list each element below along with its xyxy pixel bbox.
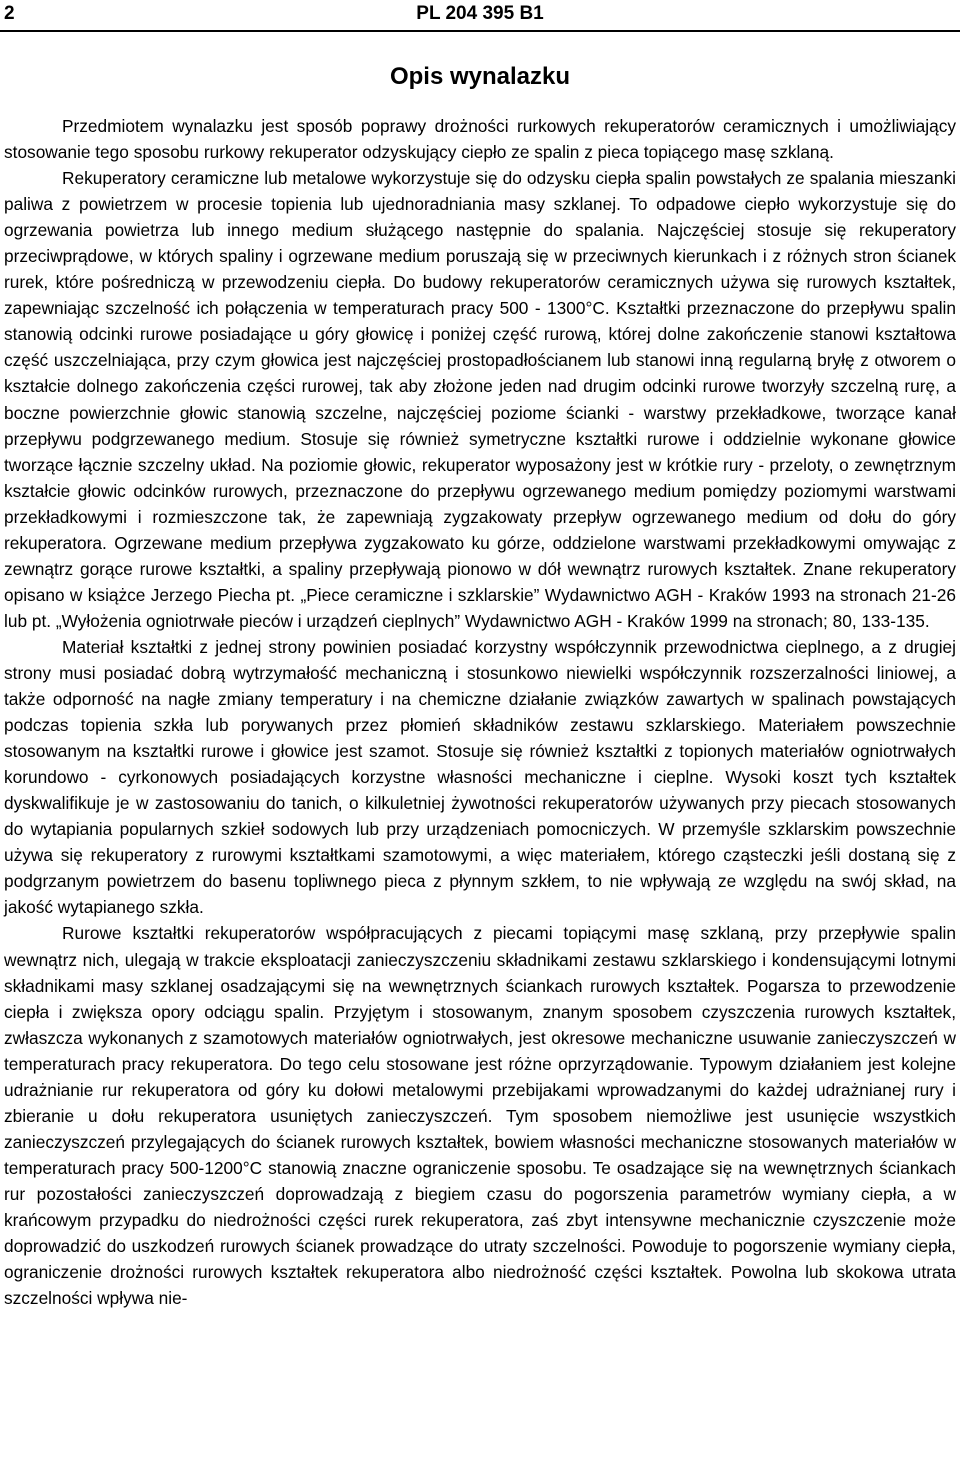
page-number: 2 [4,3,15,24]
paragraph: Przedmiotem wynalazku jest sposób poprawy drożności rurkowych rekuperatorów ceramicznych i umożliwiający stosowanie tego sposobu rurkowy rekuperator odzyskujący ciepło ze spalin z pieca topiącego masę szklaną. [4,116,956,163]
document-body [4,113,956,1311]
page-header [4,2,956,28]
paragraph: Materiał kształtki z jednej strony powinien posiadać korzystny współczynnik przewodnictwa cieplnego, a z drugiej strony musi posiadać dobrą wytrzymałość mechaniczną i stosunkowo niewielki współczynnik rozszerzalności liniowej, a także odporność na nagłe zmiany temperatury i na chemiczne działanie związków zawartych w spalinach powstających podczas topienia szkła lub porywanych przez płomień składników zestawu szklarskiego. Materiałem powszechnie stosowanym na kształtki rurowe i głowice jest szamot. Stosuje się również kształtki z topionych materiałów ogniotrwałych korundowo - cyrkonowych posiadających korzystne własności mechaniczne i cieplne. Wysoki koszt tych kształtek dyskwalifikuje je w zastosowaniu do tanich, o kilkuletniej żywotności rekuperatorów używanych przy piecach stosowanych do wytapiania popularnych szkieł sodowych lub przy urządzeniach pomocniczych. W przemyśle szklarskim powszechnie używa się rekuperatory z rurowymi kształtkami szamotowymi, a więc materiałem, którego cząsteczki jeśli dostaną się z podgrzanym powietrzem do basenu topliwnego pieca z płynnym szkłem, to nie wpływają ze względu na swój skład, na jakość wytapianego szkła. [4,636,956,918]
header-divider [0,30,960,32]
document-title: Opis wynalazku [389,63,571,90]
patent-number: PL 204 395 B1 [416,3,544,24]
paragraph: Rurowe kształtki rekuperatorów współpracujących z piecami topiącymi masę szklaną, przy przepływie spalin wewnątrz nich, ulegają w trakcie eksploatacji zanieczyszczeniu składnikami zestawu szklarskiego i kondensującymi lotnymi składnikami masy szklanej osadzającymi się na wewnętrznych ściankach rurowych kształtek. Pogarsza to przewodzenie ciepła i zwiększa opory odciągu spalin. Przyjętym i stosowanym, znanym sposobem czyszczenia rurowych kształtek, zwłaszcza wykonanych z szamotowych materiałów ogniotrwałych, jest okresowe mechaniczne usuwanie zanieczyszczeń w temperaturach pracy rekuperatora. Do tego celu stosowane jest różne oprzyrządowanie. Typowym działaniem jest kolejne udrażnianie rur rekuperatora od góry ku dołowi metalowymi przebijakami wprowadzanymi do każdej udrażnianej rury i zbieranie u dołu rekuperatora usuniętych zanieczyszczeń. Tym sposobem niemożliwe jest usunięcie wszystkich zanieczyszczeń przylegających do ścianek rurowych kształtek, bowiem własności mechaniczne stosowanych materiałów w temperaturach pracy 500-1200°C stanowią znaczne ograniczenie sposobu. Te osadzające się na wewnętrznych ściankach rur pozostałości zanieczyszczeń doprowadzają z biegiem czasu do pogorszenia parametrów wymiany ciepła, a w krańcowym przypadku do niedrożności części rurek rekuperatora, zaś zbyt intensywne mechanicznie czyszczenie może doprowadzić do uszkodzeń rurowych ścianek prowadzące do utraty szczelności. Powoduje to pogorszenie wymiany ciepła, ograniczenie drożności rurowych kształtek rekuperatora albo niedrożność części kształtek. Powolna lub skokowa utrata szczelności wpływa nie- [4,923,956,1309]
paragraph: Rekuperatory ceramiczne lub metalowe wykorzystuje się do odzysku ciepła spalin powstałych ze spalania mieszanki paliwa z powietrzem w procesie topienia lub ujednoradniania masy szklanej. To odpadowe ciepło wykorzystuje się do ogrzewania powietrza lub innego medium służącego następnie do spalania. Najczęściej stosuje się rekuperatory przeciwprądowe, w których spaliny i ogrzewane medium poruszają się w przeciwnych kierunkach i z różnych stron ścianek rurek, które pośredniczą w przewodzeniu ciepła. Do budowy rekuperatorów ceramicznych używa się rurowych kształtek, zapewniając szczelność ich połączenia w temperaturach pracy 500 - 1300°C. Kształtki przeznaczone do przepływu spalin stanowią odcinki rurowe posiadające u góry głowicę i poniżej część rurową, której dolne zakończenie stanowi kształtowa część uszczelniająca, przy czym głowica jest najczęściej prostopadłościanem lub stanowi inną regularną bryłę z otworem o kształcie dolnego zakończenia części rurowej, tak aby złożone jeden nad drugim odcinki rurowe tworzyły szczelną rurę, a boczne powierzchnie głowic stanowią szczelne, najczęściej poziome ścianki - warstwy przekładkowe, tworzące kanał przepływu podgrzewanego medium. Stosuje się również symetryczne kształtki rurowe i oddzielnie wykonane głowice tworzące łącznie szczelny układ. Na poziomie głowic, rekuperator wyposażony jest w krótkie rury - przeloty, o zewnętrznym kształcie głowic odcinków rurowych, przeznaczone do przepływu ogrzewanego medium pomiędzy poziomymi warstwami przekładkowymi i rozmieszczone tak, że zapewniają zygzakowaty przepływ ogrzewanego medium od dołu do góry rekuperatora. Ogrzewane medium przepływa zygzakowato ku górze, oddzielone warstwami przekładkowymi omywając z zewnątrz gorące rurowe kształtki, a spaliny przepływają pionowo w dół wewnątrz rurowych kształtek. Znane rekuperatory opisano w książce Jerzego Piecha pt. „Piece ceramiczne i szklarskie” Wydawnictwo AGH - Kraków 1993 na stronach 21-26 lub pt. „Wyłożenia ogniotrwałe pieców i urządzeń cieplnych” Wydawnictwo AGH - Kraków 1999 na stronach; 80, 133-135. [4,168,956,631]
